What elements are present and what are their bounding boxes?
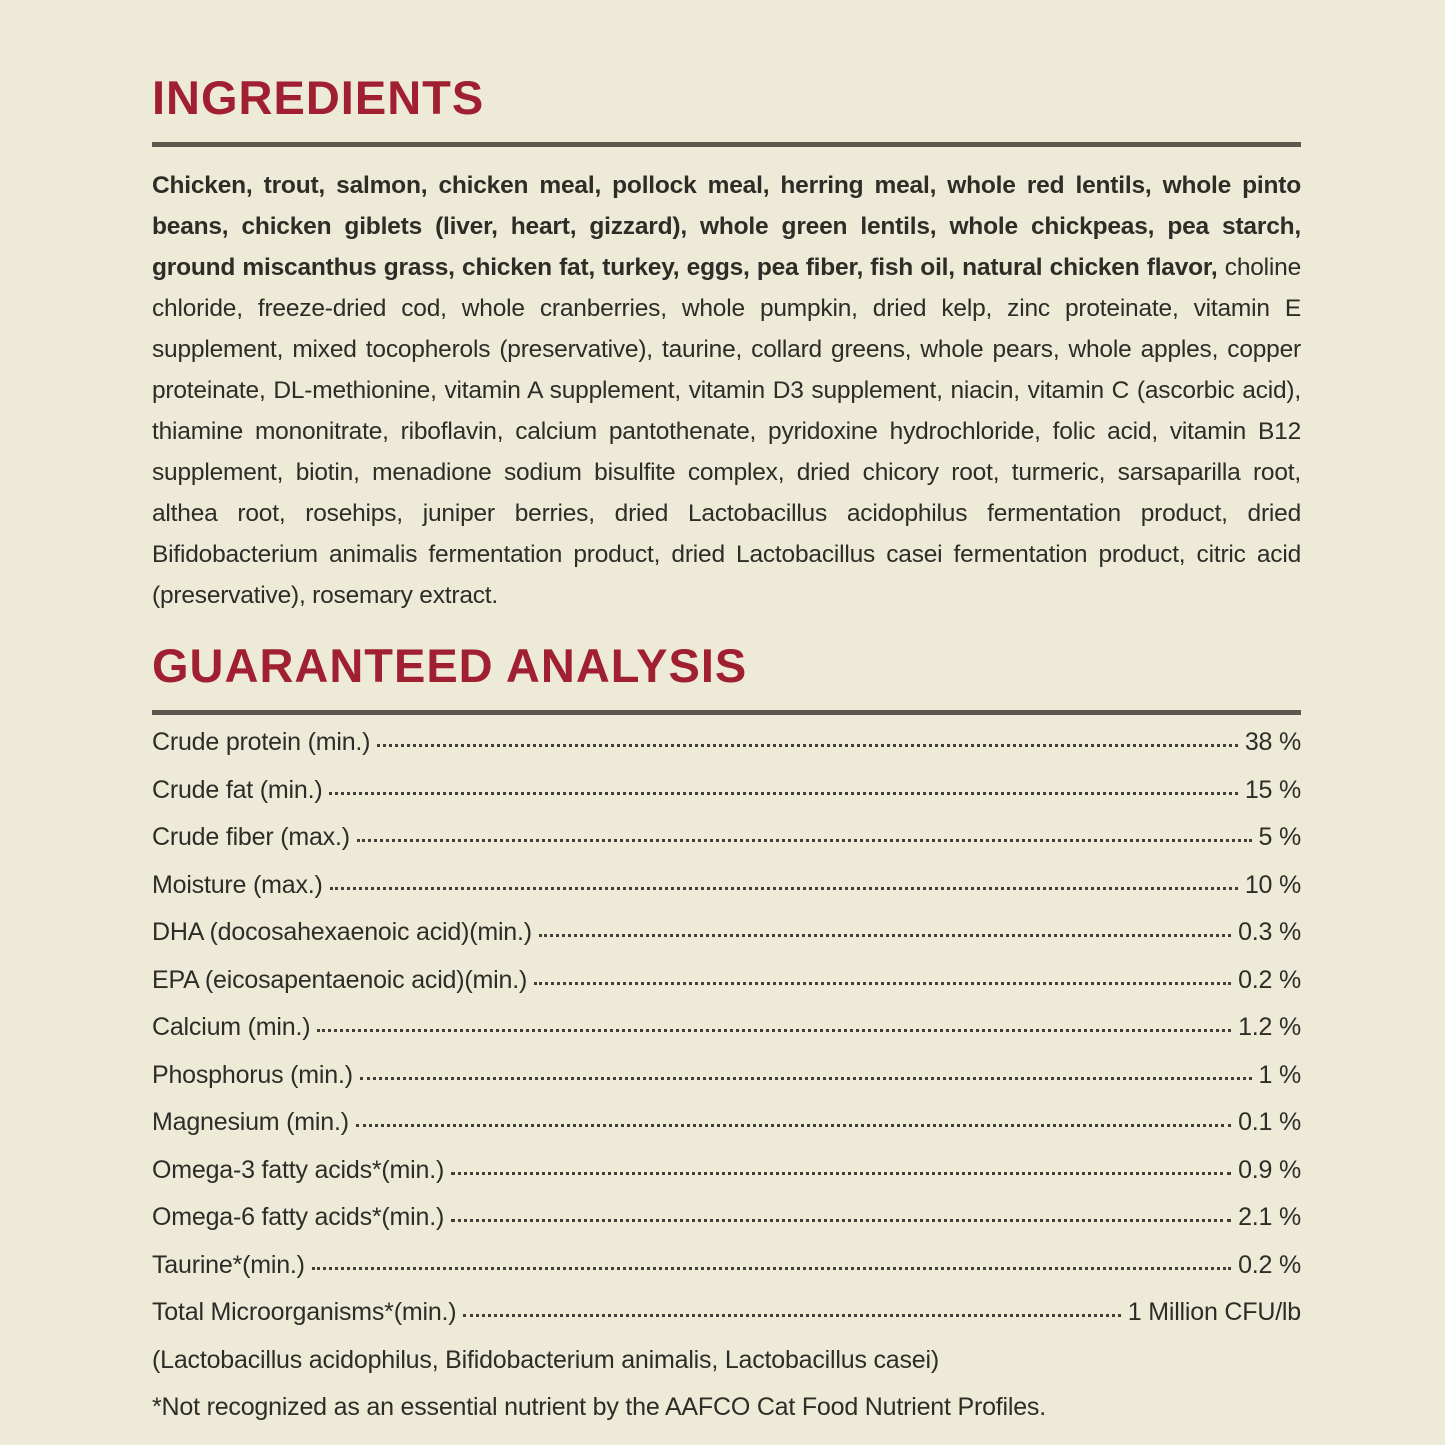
dot-leader [463,1314,1120,1317]
dot-leader [539,934,1231,937]
analysis-value: 1 % [1258,1060,1301,1089]
analysis-row [152,1052,1301,1100]
analysis-label: Crude protein (min.) [152,728,371,756]
ingredients-section [152,71,1302,616]
analysis-value: 10 % [1244,870,1301,899]
analysis-row [152,1242,1301,1290]
analysis-value: 0.3 % [1238,918,1301,946]
analysis-label: Phosphorus (min.) [152,1060,353,1089]
analysis-label: Magnesium (min.) [152,1108,349,1136]
ingredients-title: INGREDIENTS [152,71,485,124]
dot-leader [329,792,1237,795]
dot-leader [451,1172,1231,1175]
analysis-label: EPA (eicosapentaenoic acid)(min.) [152,965,528,994]
dot-leader [356,1124,1231,1127]
dot-leader [357,839,1252,842]
analysis-row [152,1289,1301,1337]
dot-leader [312,1267,1231,1270]
guaranteed-analysis-title: GUARANTEED ANALYSIS [152,639,748,692]
microorganisms-note: (Lactobacillus acidophilus, Bifidobacterium animalis, Lactobacillus casei) [152,1345,939,1374]
ingredients-divider [152,142,1301,147]
analysis-table [152,719,1301,1337]
analysis-label: Omega-3 fatty acids*(min.) [152,1155,445,1184]
analysis-label: Crude fiber (max.) [152,823,350,851]
ingredients-primary-list: Chicken, trout, salmon, chicken meal, pollock meal, herring meal, whole red lentils, whole pinto beans, chicken giblets (liver, heart, gizzard), whole green lentils, whole chickpeas, pea starch, ground miscanthus grass, chicken fat, turkey, eggs, pea fiber, fish oil, natural chicken flavor, [152,172,1301,281]
analysis-label: Moisture (max.) [152,870,323,899]
analysis-label: Crude fat (min.) [152,775,323,804]
ingredients-text [152,165,1301,616]
guaranteed-analysis-section [152,639,1301,1432]
dot-leader [330,887,1238,890]
analysis-row [152,1004,1301,1052]
analysis-value: 1 Million CFU/lb [1127,1298,1301,1326]
analysis-label: Total Microorganisms*(min.) [152,1298,457,1326]
analysis-row [152,1099,1301,1147]
analysis-row [152,719,1301,767]
analysis-value: 0.2 % [1238,965,1301,994]
dot-leader [534,982,1231,985]
analysis-label: Taurine*(min.) [152,1250,305,1279]
analysis-row [152,1194,1301,1242]
analysis-row [152,814,1301,862]
analysis-value: 1.2 % [1238,1013,1301,1041]
guaranteed-analysis-divider [152,710,1301,715]
analysis-row [152,1147,1301,1195]
aafco-note: *Not recognized as an essential nutrient by the AAFCO Cat Food Nutrient Profiles. [152,1393,1046,1421]
analysis-row [152,767,1301,815]
analysis-value: 2.1 % [1238,1203,1301,1231]
analysis-label: Calcium (min.) [152,1013,311,1041]
analysis-row [152,957,1301,1005]
dot-leader [360,1077,1252,1080]
analysis-label: DHA (docosahexaenoic acid)(min.) [152,918,532,946]
dot-leader [317,1029,1231,1032]
dot-leader [377,744,1238,747]
analysis-value: 0.2 % [1238,1250,1301,1279]
analysis-label: Omega-6 fatty acids*(min.) [152,1203,445,1231]
analysis-value: 5 % [1258,823,1301,851]
analysis-value: 38 % [1244,728,1301,756]
ingredients-secondary-list: choline chloride, freeze-dried cod, whole cranberries, whole pumpkin, dried kelp, zinc proteinate, vitamin E supplement, mixed tocopherols (preservative), taurine, collard greens, whole pears, whole apples, copper proteinate, DL-methionine, vitamin A supplement, vitamin D3 supplement, niacin, vitamin C (ascorbic acid), thiamine mononitrate, riboflavin, calcium pantothenate, pyridoxine hydrochloride, folic acid, vitamin B12 supplement, biotin, menadione sodium bisulfite complex, dried chicory root, turmeric, sarsaparilla root, althea root, rosehips, juniper berries, dried Lactobacillus acidophilus fermentation product, dried Bifidobacterium animalis fermentation product, dried Lactobacillus casei fermentation product, citric acid (preservative), rosemary extract. [152,254,1302,609]
analysis-row [152,862,1301,910]
analysis-row [152,909,1301,957]
analysis-value: 0.1 % [1238,1108,1301,1136]
analysis-value: 15 % [1244,775,1301,804]
dot-leader [451,1219,1231,1222]
analysis-value: 0.9 % [1238,1155,1301,1184]
